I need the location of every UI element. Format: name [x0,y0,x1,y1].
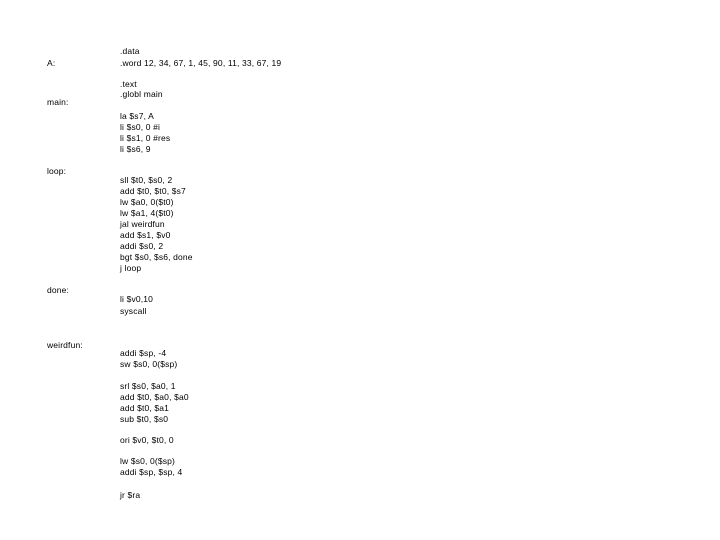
code-line: sw $s0, 0($sp) [120,359,178,369]
code-line: lw $a1, 4($t0) [120,208,174,218]
label-a: A: [47,58,56,68]
code-line: .word 12, 34, 67, 1, 45, 90, 11, 33, 67, 19 [120,58,282,68]
code-line: li $s1, 0 #res [120,133,171,143]
code-line: lw $a0, 0($t0) [120,197,174,207]
code-line: .globl main [120,89,163,99]
code-line: add $t0, $a0, $a0 [120,392,189,402]
code-line: addi $sp, -4 [120,348,167,358]
code-line: la $s7, A [120,111,154,121]
code-line: .text [120,79,137,89]
code-line: jr $ra [120,490,141,500]
code-line: jal weirdfun [120,219,165,229]
code-line: add $t0, $a1 [120,403,170,413]
code-line: bgt $s0, $s6, done [120,252,193,262]
code-line: ori $v0, $t0, 0 [120,435,174,445]
code-line: sub $t0, $s0 [120,414,169,424]
code-line: srl $s0, $a0, 1 [120,381,176,391]
label-main: main: [47,97,69,107]
code-line: add $s1, $v0 [120,230,171,240]
label-weirdfun: weirdfun: [47,340,83,350]
code-line: sll $t0, $s0, 2 [120,175,173,185]
code-line: li $s0, 0 #i [120,122,161,132]
code-line: lw $s0, 0($sp) [120,456,176,466]
label-loop: loop: [47,166,67,176]
code-line: addi $sp, $sp, 4 [120,467,183,477]
label-done: done: [47,285,70,295]
code-line: add $t0, $t0, $s7 [120,186,186,196]
code-line: j loop [120,263,142,273]
code-line: syscall [120,306,147,316]
code-line: .data [120,46,140,56]
code-line: addi $s0, 2 [120,241,164,251]
code-line: li $v0,10 [120,294,154,304]
code-line: li $s6, 9 [120,144,151,154]
